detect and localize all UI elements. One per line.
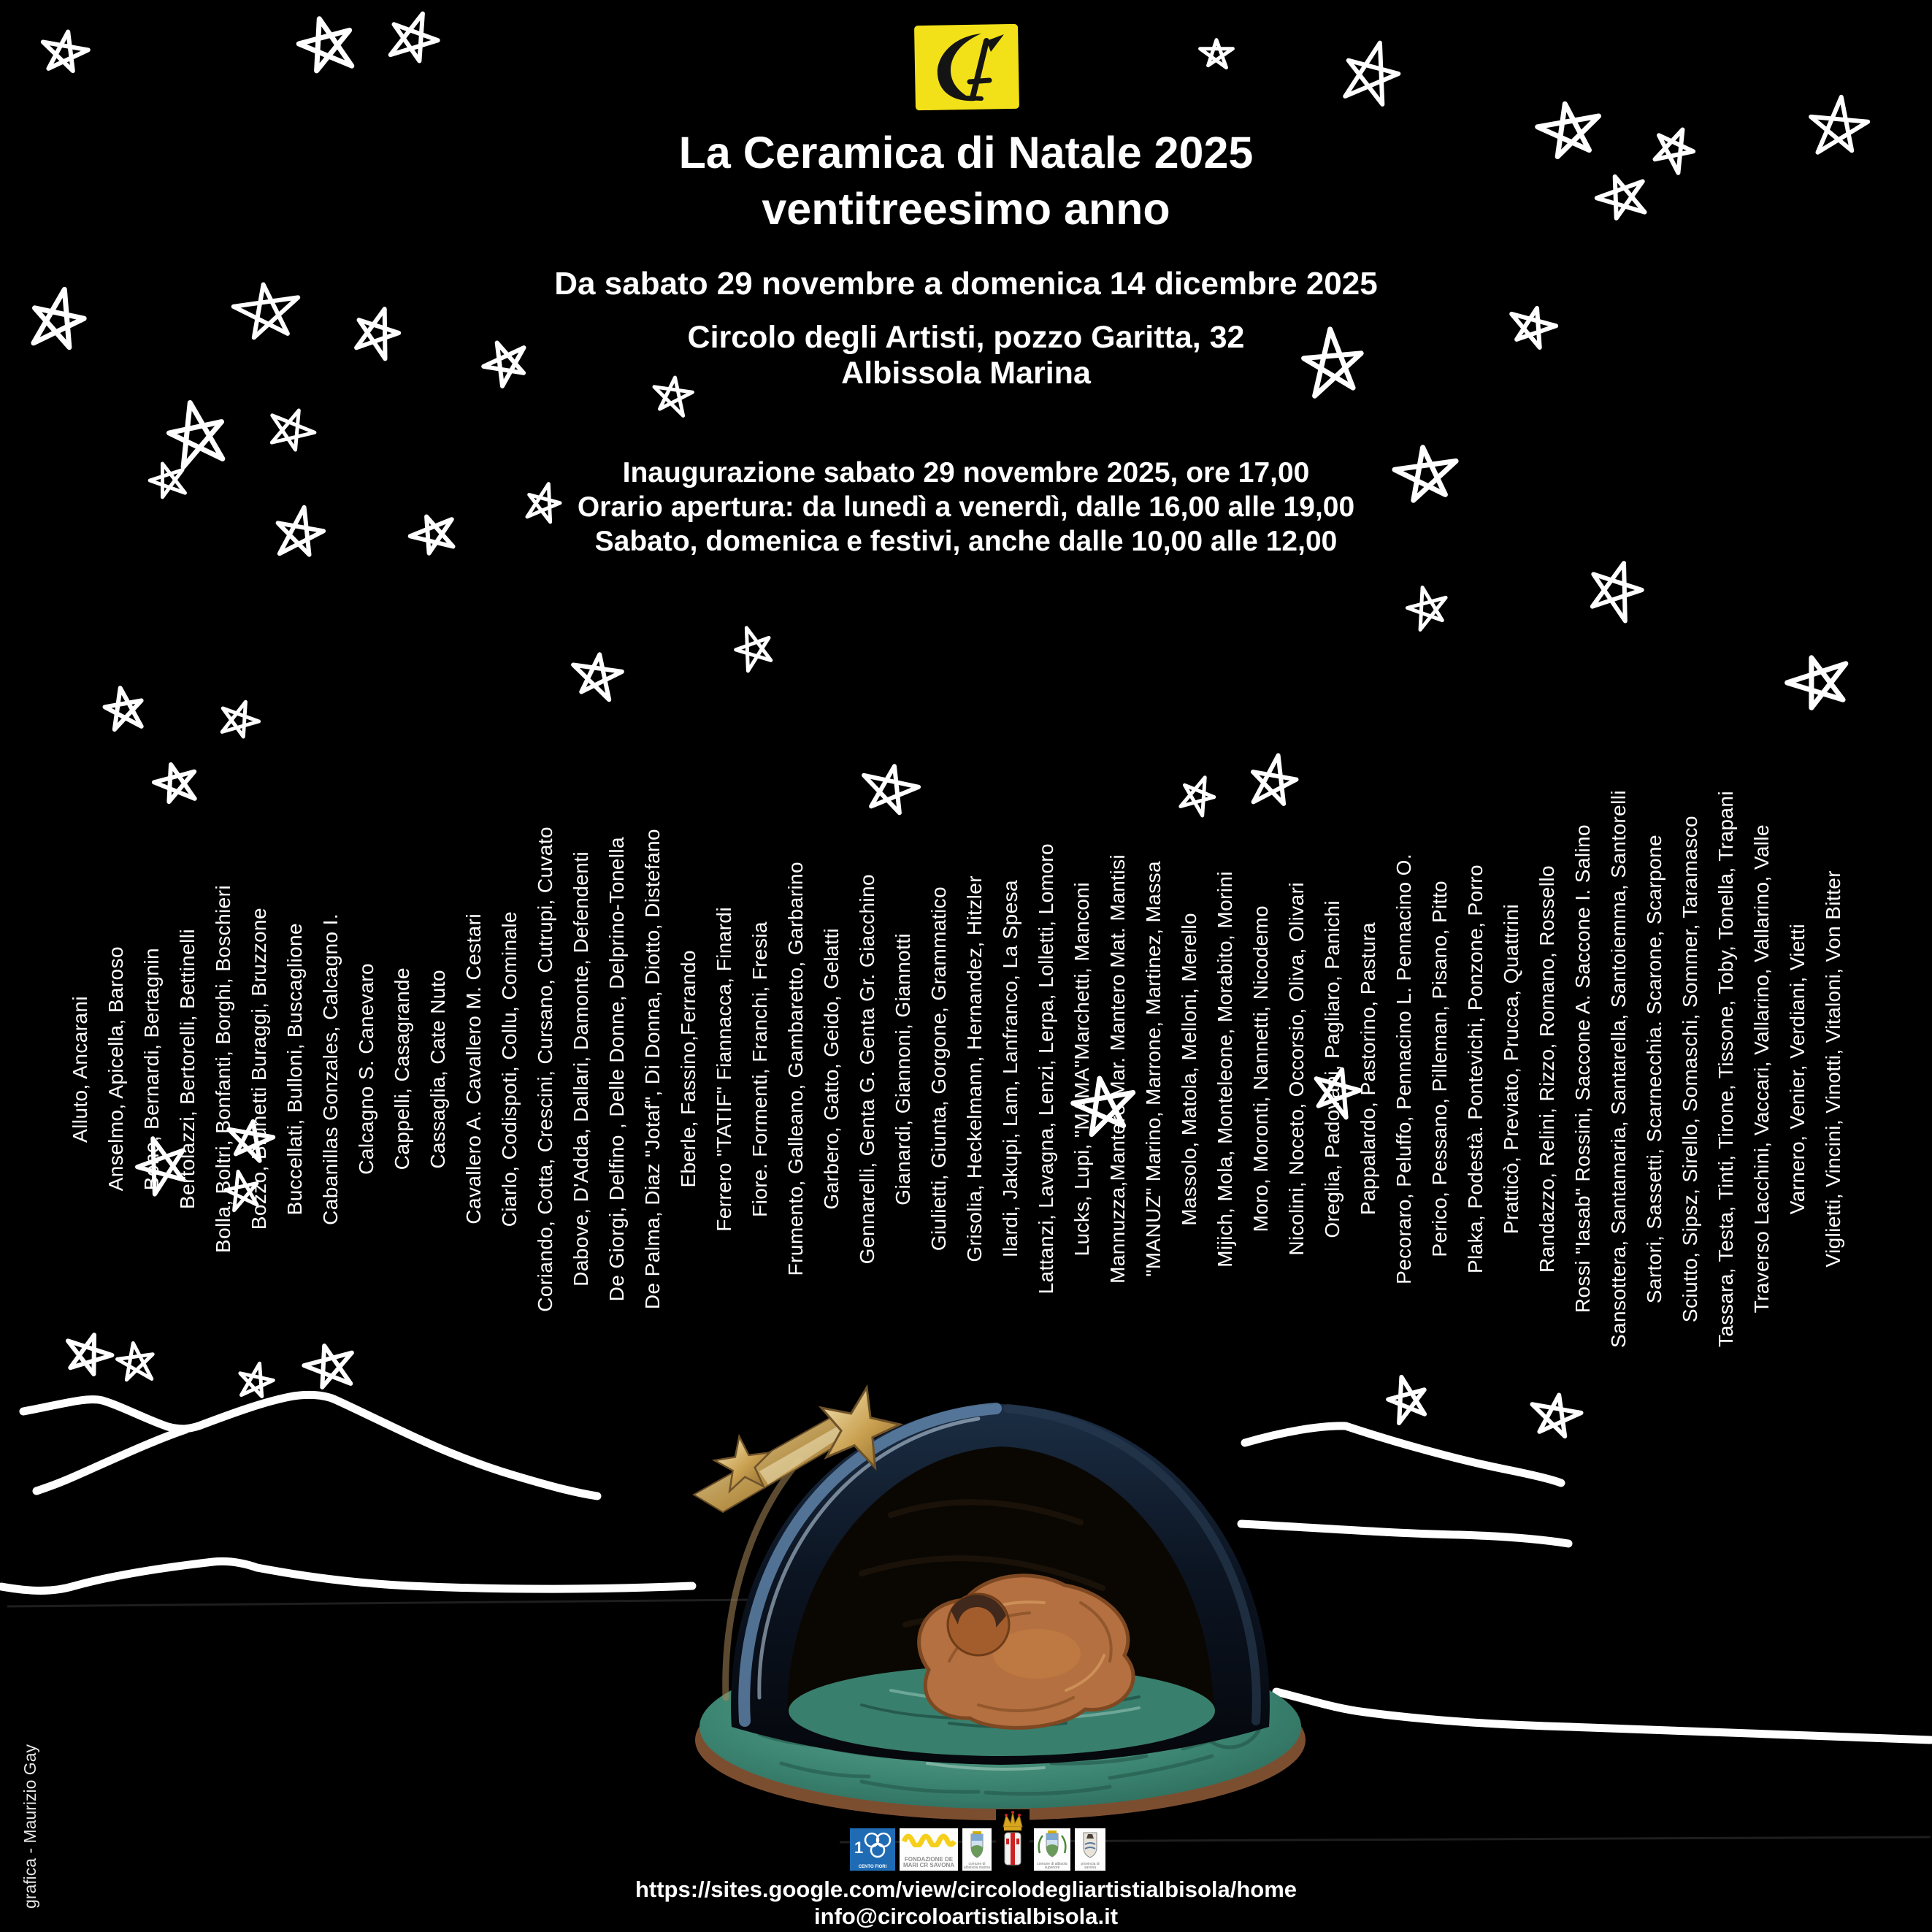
- hand-drawn-star: [105, 688, 142, 729]
- artist-column-text: Frumento, Galleano, Gambaretto, Garbarino: [783, 862, 807, 1276]
- nativity-ceramic-sculpture: [672, 1384, 1329, 1822]
- artist-column: [1422, 743, 1457, 1395]
- artist-column-text: Oreglia, Padovani, Pagliaro, Panichi: [1320, 900, 1343, 1238]
- artist-column-text: Fiore. Formenti, Franchi, Fresia: [748, 921, 771, 1217]
- provincia-savona-ship-icon: [1075, 1828, 1105, 1863]
- artist-column-text: Traverso Lacchini, Vaccari, Vallarino, Vallarino, Valle: [1749, 824, 1773, 1314]
- artists-columns: [62, 743, 1851, 1395]
- artist-column-text: Cabanillas Gonzales, Calcagno I.: [318, 913, 342, 1225]
- artist-column-text: Rossi "Iasab" Rossini, Saccone A. Saccone I. Salino: [1571, 824, 1594, 1314]
- artist-column-text: Perico, Pessano, Pilleman, Pisano, Pitto: [1427, 881, 1451, 1257]
- logo-foot: [967, 98, 981, 99]
- artist-column: [1457, 743, 1493, 1395]
- artist-column: [420, 743, 456, 1395]
- artist-column-text: Randazzo, Relini, Rizzo, Romano, Rossello: [1535, 865, 1558, 1273]
- artist-column: [1529, 743, 1565, 1395]
- hand-drawn-star: [222, 702, 258, 737]
- artist-column-text: Gianardi, Giannoni, Giannotti: [891, 932, 914, 1205]
- artist-column: [921, 743, 957, 1395]
- artist-column: [957, 743, 992, 1395]
- hand-drawn-star: [573, 654, 622, 699]
- artist-column: [1279, 743, 1314, 1395]
- artist-column-text: "MANUZ" Marino, Marrone, Martinez, Massa: [1141, 861, 1165, 1277]
- artist-column: [742, 743, 778, 1395]
- artist-column: [849, 743, 885, 1395]
- hill-line-right-bottom: [1276, 1692, 1931, 1740]
- artist-column-text: Sciutto, Sipsz, Sirello, Somaschi, Sommer, Taramasco: [1678, 815, 1701, 1323]
- artist-column: [635, 743, 670, 1395]
- artist-column: [241, 743, 277, 1395]
- artist-column-text: Lattanzi, Lavagna, Lenzi, Lerpa, Lolletti, Lomoro: [1034, 843, 1057, 1295]
- artist-column-text: Dabove, D'Adda, Dallari, Damonte, Defendenti: [569, 851, 592, 1287]
- artist-column: [1601, 743, 1636, 1395]
- artist-column: [1207, 743, 1243, 1395]
- artist-column: [384, 743, 420, 1395]
- hand-drawn-star: [391, 14, 438, 61]
- artist-column: [1243, 743, 1279, 1395]
- artist-column: [313, 743, 348, 1395]
- hand-drawn-star: [43, 32, 88, 72]
- hill-line-left-ridge: [23, 1395, 597, 1496]
- artist-column-text: Cavallero A. Cavallero M. Cestari: [461, 913, 485, 1224]
- artist-column-text: Coriando, Cotta, Crescini, Cursano, Cutrupi, Cuvato: [533, 826, 556, 1312]
- website-url: https://sites.google.com/view/circolodegliartistialbisola/home: [635, 1877, 1297, 1902]
- artist-column: [1064, 743, 1100, 1395]
- poster-title-line1: La Ceramica di Natale 2025: [678, 128, 1254, 177]
- cento-fiori-label: CENTO FIORI: [858, 1865, 887, 1869]
- artist-column: [885, 743, 921, 1395]
- artist-column: [348, 743, 384, 1395]
- artist-column-text: Cassaglia, Cate Nuto: [426, 969, 449, 1169]
- artist-column: [1171, 743, 1207, 1395]
- graphics-credit: grafica - Maurizio Gay: [20, 1744, 39, 1909]
- artist-column: [277, 743, 313, 1395]
- artist-column-text: Pratticò, Previato, Prucca, Quattrini: [1499, 903, 1522, 1235]
- logo-crossbar: [970, 80, 989, 82]
- artist-column: [1815, 743, 1851, 1395]
- artist-column: [1565, 743, 1601, 1395]
- artist-column-text: Ciarlo, Codispoti, Collu, Cominale: [497, 911, 521, 1227]
- artist-column: [1135, 743, 1171, 1395]
- email-address: info@circoloartistialbisola.it: [813, 1904, 1119, 1929]
- artist-column-text: Grisolia, Heckelmann, Hernandez, Hitzler: [962, 875, 986, 1262]
- opening-hours-weekend: Sabato, domenica e festivi, anche dalle 10,00 alle 12,00: [594, 526, 1338, 557]
- hill-line-left-lower: [1, 1561, 692, 1590]
- fondazione-waves-icon: [900, 1828, 958, 1847]
- hand-drawn-star: [272, 410, 315, 450]
- artist-column: [1708, 743, 1744, 1395]
- albissola-marina-shield-icon: [962, 1828, 992, 1863]
- artist-column: [706, 743, 742, 1395]
- artist-column-text: Pappalardo, Pastorino, Pastura: [1356, 922, 1379, 1216]
- albisola-superiore-shield-icon: [1034, 1828, 1070, 1863]
- cento-fiori-flower-icon: [850, 1828, 895, 1862]
- provincia-di-savona-crest: [1075, 1828, 1105, 1871]
- artist-column-text: Gennarelli, Genta G. Genta Gr. Giacchino: [855, 873, 878, 1265]
- venue-address: Circolo degli Artisti, pozzo Garitta, 32: [687, 320, 1245, 355]
- artist-column-text: Nicolini, Noceto, Occorsio, Oliva, Olivari: [1284, 882, 1308, 1256]
- comune-albissola-marina-label: comune di albissola marina: [963, 1862, 991, 1870]
- artist-column-text: Mannuzza,Mantero Mar. Mantero Mat. Mantisi: [1105, 854, 1129, 1284]
- artist-column: [778, 743, 813, 1395]
- artist-column-text: Garbero, Gatto, Geido, Gelatti: [819, 928, 843, 1210]
- hill-line-left-fork: [37, 1430, 185, 1491]
- artist-column-text: De Giorgi, Delfino , Delle Donne, Delprino-Tonella: [605, 836, 628, 1302]
- artist-column-text: Bozzo, Brunetti Buraggi, Bruzzone: [247, 908, 270, 1230]
- artist-column-text: Ferrero "TATIF" Fiannacca, Finardi: [712, 906, 735, 1232]
- artist-column: [62, 743, 98, 1395]
- artist-column: [1350, 743, 1386, 1395]
- artist-column: [1744, 743, 1779, 1395]
- artist-column-text: Lucks, Lupi, "MAMA"Marchetti, Manconi: [1070, 881, 1093, 1257]
- circolo-artisti-logo: [911, 22, 1022, 112]
- hand-drawn-star: [1345, 43, 1398, 104]
- hand-drawn-star: [299, 19, 352, 71]
- artist-column: [670, 743, 706, 1395]
- artist-column-text: Viglietti, Vincini, Vinotti, Vitaloni, Von Bitter: [1821, 870, 1844, 1268]
- artist-column: [1493, 743, 1529, 1395]
- artist-column: [1386, 743, 1422, 1395]
- fondazione-de-mari-logo: [900, 1828, 958, 1871]
- artist-column-text: Anselmo, Apicella, Baroso: [104, 946, 127, 1192]
- artist-column: [1100, 743, 1135, 1395]
- footer-logos-row: [12, 1809, 1932, 1871]
- savona-crown-crest: [996, 1809, 1030, 1871]
- artist-column: [992, 743, 1028, 1395]
- hand-drawn-star: [1532, 1395, 1581, 1437]
- cento-fiori-logo: [850, 1828, 895, 1871]
- artist-column: [599, 743, 635, 1395]
- artist-column-text: Calcagno S. Canevaro: [354, 963, 377, 1175]
- exhibition-dates: Da sabato 29 novembre a domenica 14 dicembre 2025: [554, 266, 1378, 302]
- artist-column-text: Pecoraro, Peluffo, Pennacino L. Pennacino O.: [1392, 854, 1415, 1284]
- artist-column: [813, 743, 849, 1395]
- venue-city: Albissola Marina: [841, 356, 1091, 391]
- artist-column-text: Buccellati, Bulloni, Buscaglione: [283, 922, 306, 1216]
- opening-event-line: Inaugurazione sabato 29 novembre 2025, ore 17,00: [622, 457, 1310, 488]
- artist-column-text: Bertolazzi, Bertorelli, Bettinelli: [175, 929, 199, 1209]
- artist-column: [1779, 743, 1815, 1395]
- fondazione-de-mari-label: FONDAZIONE DE MARI CR SAVONA: [902, 1856, 955, 1868]
- comune-albisola-superiore-crest: [1034, 1828, 1070, 1871]
- artist-column-text: Tassara, Testa, Tinti, Tirone, Tissone, Toby, Tonella, Trapani: [1714, 790, 1737, 1347]
- artist-column: [1636, 743, 1672, 1395]
- comune-albisola-superiore-label: comune di albisola superiore: [1037, 1862, 1067, 1870]
- artist-column-text: Ilardi, Jakupi, Lam, Lanfranco, La Spesa: [998, 880, 1021, 1258]
- artist-column-text: Alluto, Ancarani: [68, 995, 91, 1143]
- crown-shield-icon: [996, 1809, 1030, 1871]
- artist-column: [169, 743, 205, 1395]
- hand-drawn-star: [1200, 40, 1233, 68]
- artist-column: [456, 743, 491, 1395]
- artist-column-text: Bolla, Boltri, Bonfanti, Borghi, Boschieri: [211, 885, 234, 1253]
- poster-title-line2: ventitreesimo anno: [762, 184, 1170, 234]
- artist-column-text: Moro, Moronti, Nannetti, Nicodemo: [1249, 905, 1272, 1233]
- artist-column-text: Varnero, Venier, Verdiani, Vietti: [1785, 923, 1809, 1215]
- artist-column-text: Eberle, Fassino,Ferrando: [676, 950, 699, 1188]
- artist-column-text: Giulietti, Giunta, Gorgone, Grammatico: [927, 886, 950, 1251]
- artist-column-text: De Palma, Diaz "Jotaf", Di Donna, Diotto, Distefano: [640, 828, 664, 1310]
- artist-column: [98, 743, 134, 1395]
- artist-column-text: Massolo, Matola, Melloni, Merello: [1177, 912, 1200, 1226]
- comune-albissola-marina-crest: [962, 1828, 992, 1871]
- artist-column-text: Mijich, Mola, Monteleone, Morabito, Morini: [1213, 870, 1236, 1268]
- provincia-di-savona-label: provincia di savona: [1081, 1862, 1100, 1870]
- artist-column: [1314, 743, 1350, 1395]
- artist-column: [205, 743, 241, 1395]
- artist-column-text: Plaka, Podestà. Pontevichi, Ponzone, Porro: [1463, 864, 1487, 1273]
- hand-drawn-star: [1592, 563, 1642, 621]
- hand-drawn-star: [1407, 588, 1446, 630]
- artist-column-text: Bene, Bernardi, Bertagnin: [139, 947, 163, 1191]
- artist-column: [1672, 743, 1708, 1395]
- artist-column: [563, 743, 599, 1395]
- artist-column: [1028, 743, 1064, 1395]
- hand-drawn-star: [736, 628, 771, 671]
- artist-column: [527, 743, 563, 1395]
- artist-column-text: Sartori, Sassetti, Scarnecchia. Scarone, Scarpone: [1642, 834, 1665, 1304]
- artist-column: [491, 743, 527, 1395]
- svg-text:1: 1: [854, 1839, 864, 1857]
- artist-column-text: Cappelli, Casagrande: [390, 967, 413, 1170]
- artist-column-text: Sansottera, Santamaria, Santarella, Santoiemma, Santorelli: [1606, 789, 1630, 1349]
- opening-hours-weekdays: Orario apertura: da lunedì a venerdì, dalle 16,00 alle 19,00: [577, 491, 1355, 523]
- artist-column: [134, 743, 169, 1395]
- hand-drawn-star: [1787, 658, 1846, 708]
